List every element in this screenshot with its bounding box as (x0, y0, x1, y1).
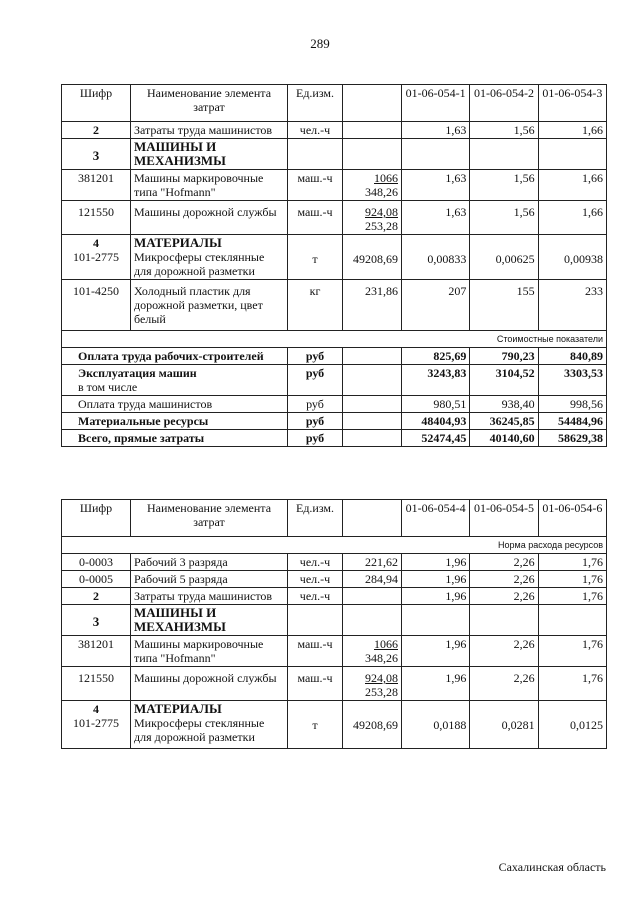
table-row (62, 588, 607, 605)
row-name: Машины дорожной службы (131, 201, 288, 235)
header-code: Шифр (62, 500, 131, 537)
section-code: 4 101-2775 (62, 235, 131, 280)
header-unit: Ед.изм. (288, 500, 343, 537)
row-name: Машины маркировочные типа "Hofmann" (131, 636, 288, 667)
row-value: 207 (402, 280, 470, 331)
price-bottom: 253,28 (365, 219, 398, 233)
row-price (343, 636, 402, 667)
section-row (62, 605, 607, 636)
cost-unit: руб (288, 348, 343, 365)
row-price (343, 170, 402, 201)
row-price (343, 588, 402, 605)
table-row (62, 554, 607, 571)
table-row (62, 201, 607, 235)
row-code: 2 (62, 588, 131, 605)
row-code: 381201 (62, 170, 131, 201)
header-name: Наименование элемента затрат (131, 85, 288, 122)
row-value: 1,96 (402, 636, 470, 667)
header-price (343, 500, 402, 537)
row-value: 2,26 (470, 636, 538, 667)
table-header-row (62, 85, 607, 122)
cost-value: 825,69 (402, 348, 470, 365)
row-price (343, 201, 402, 235)
row-value: 1,76 (538, 588, 606, 605)
row-name: Машины дорожной службы (131, 667, 288, 701)
cost-value: 790,23 (470, 348, 538, 365)
row-code: 0-0003 (62, 554, 131, 571)
header-col-1: 01-06-054-4 (402, 500, 470, 537)
row-value: 1,96 (402, 667, 470, 701)
row-value: 1,96 (402, 554, 470, 571)
cost-value: 938,40 (470, 396, 538, 413)
cost-value: 40140,60 (470, 430, 538, 447)
cost-unit: руб (288, 430, 343, 447)
row-unit: маш.-ч (288, 667, 343, 701)
table-row (62, 122, 607, 139)
row-code: 101-2775 (73, 250, 119, 264)
cost-row (62, 365, 607, 396)
section-title: МАТЕРИАЛЫ (134, 701, 222, 716)
row-value: 0,00938 (538, 235, 606, 280)
section-row (62, 235, 607, 280)
header-unit: Ед.изм. (288, 85, 343, 122)
norms-table-2 (61, 499, 607, 749)
row-value: 2,26 (470, 571, 538, 588)
table-row (62, 170, 607, 201)
cost-value: 3303,53 (538, 365, 606, 396)
header-col-3: 01-06-054-3 (538, 85, 606, 122)
table-row (62, 280, 607, 331)
row-price: 221,62 (343, 554, 402, 571)
cost-value: 52474,45 (402, 430, 470, 447)
row-value: 155 (470, 280, 538, 331)
cost-value: 58629,38 (538, 430, 606, 447)
row-unit: чел.-ч (288, 122, 343, 139)
cost-name: Всего, прямые затраты (62, 430, 288, 447)
cost-name: Оплата труда рабочих-строителей (62, 348, 288, 365)
row-name: Затраты труда машинистов (131, 122, 288, 139)
row-unit: т (288, 701, 343, 749)
row-value: 1,66 (538, 201, 606, 235)
cost-value: 36245,85 (470, 413, 538, 430)
page-number: 289 (310, 36, 330, 51)
section-code: 4 101-2775 (62, 701, 131, 749)
row-value: 0,00833 (402, 235, 470, 280)
cost-value: 980,51 (402, 396, 470, 413)
row-value: 2,26 (470, 667, 538, 701)
row-price: 284,94 (343, 571, 402, 588)
table-header-row (62, 500, 607, 537)
row-name: Холодный пластик для дорожной разметки, цвет белый (131, 280, 288, 331)
row-code: 121550 (62, 201, 131, 235)
row-name: Затраты труда машинистов (131, 588, 288, 605)
row-name: МАТЕРИАЛЫ Микросферы стеклянные для дорожной разметки (131, 701, 288, 749)
header-price (343, 85, 402, 122)
section-row (62, 701, 607, 749)
row-value: 1,76 (538, 636, 606, 667)
cost-name: Оплата труда машинистов (62, 396, 288, 413)
header-col-3: 01-06-054-6 (538, 500, 606, 537)
row-price: 49208,69 (343, 235, 402, 280)
cost-row (62, 396, 607, 413)
cost-value: 48404,93 (402, 413, 470, 430)
price-top: 1066 (374, 171, 398, 185)
cost-row (62, 413, 607, 430)
row-unit: кг (288, 280, 343, 331)
table-row (62, 636, 607, 667)
row-value: 1,63 (402, 201, 470, 235)
cost-value: 3243,83 (402, 365, 470, 396)
row-unit: чел.-ч (288, 571, 343, 588)
row-unit: маш.-ч (288, 170, 343, 201)
row-value: 1,76 (538, 667, 606, 701)
cost-unit: руб (288, 396, 343, 413)
row-value: 0,00625 (470, 235, 538, 280)
cost-value: 998,56 (538, 396, 606, 413)
row-price: 231,86 (343, 280, 402, 331)
row-unit: чел.-ч (288, 588, 343, 605)
price-bottom: 348,26 (365, 185, 398, 199)
cost-row (62, 348, 607, 365)
section-row (62, 139, 607, 170)
cost-value: 54484,96 (538, 413, 606, 430)
norm-caption: Норма расхода ресурсов (62, 537, 607, 554)
row-name: Рабочий 5 разряда (131, 571, 288, 588)
cost-name: Эксплуатация машин в том числе (62, 365, 288, 396)
row-code: 101-4250 (62, 280, 131, 331)
row-name: МАТЕРИАЛЫ Микросферы стеклянные для дорожной разметки (131, 235, 288, 280)
row-value: 1,66 (538, 122, 606, 139)
price-bottom: 253,28 (365, 685, 398, 699)
row-value: 0,0281 (470, 701, 538, 749)
cost-row (62, 430, 607, 447)
row-code: 2 (62, 122, 131, 139)
section-code: 3 (62, 605, 131, 636)
cost-subnote: в том числе (78, 380, 138, 394)
header-col-2: 01-06-054-2 (470, 85, 538, 122)
row-price: 49208,69 (343, 701, 402, 749)
section-title: МАТЕРИАЛЫ (134, 235, 222, 250)
row-value: 2,26 (470, 588, 538, 605)
table-row (62, 667, 607, 701)
caption-row (62, 537, 607, 554)
row-value: 1,76 (538, 571, 606, 588)
table-row (62, 571, 607, 588)
row-value: 1,56 (470, 122, 538, 139)
cost-name: Материальные ресурсы (62, 413, 288, 430)
price-top: 1066 (374, 637, 398, 651)
row-price (343, 667, 402, 701)
row-name: Машины маркировочные типа "Hofmann" (131, 170, 288, 201)
price-top: 924,08 (365, 205, 398, 219)
row-code: 381201 (62, 636, 131, 667)
header-name: Наименование элемента затрат (131, 500, 288, 537)
row-code: 101-2775 (73, 716, 119, 730)
cost-value: 840,89 (538, 348, 606, 365)
row-unit: маш.-ч (288, 201, 343, 235)
header-col-1: 01-06-054-1 (402, 85, 470, 122)
cost-unit: руб (288, 413, 343, 430)
row-value: 1,66 (538, 170, 606, 201)
header-code: Шифр (62, 85, 131, 122)
section-title: МАШИНЫ И МЕХАНИЗМЫ (131, 605, 288, 636)
row-code: 121550 (62, 667, 131, 701)
row-price (343, 122, 402, 139)
row-unit: т (288, 235, 343, 280)
caption-row (62, 331, 607, 348)
row-name: Рабочий 3 разряда (131, 554, 288, 571)
price-bottom: 348,26 (365, 651, 398, 665)
row-value: 1,56 (470, 201, 538, 235)
row-value: 1,63 (402, 170, 470, 201)
row-unit: чел.-ч (288, 554, 343, 571)
region-footer: Сахалинская область (498, 860, 606, 874)
row-value: 233 (538, 280, 606, 331)
row-code: 0-0005 (62, 571, 131, 588)
section-code: 3 (62, 139, 131, 170)
row-value: 1,96 (402, 588, 470, 605)
row-value: 1,96 (402, 571, 470, 588)
norms-table-1 (61, 84, 607, 447)
row-value: 1,63 (402, 122, 470, 139)
row-value: 0,0188 (402, 701, 470, 749)
row-unit: маш.-ч (288, 636, 343, 667)
price-top: 924,08 (365, 671, 398, 685)
row-value: 1,56 (470, 170, 538, 201)
header-col-2: 01-06-054-5 (470, 500, 538, 537)
row-value: 1,76 (538, 554, 606, 571)
row-value: 2,26 (470, 554, 538, 571)
cost-unit: руб (288, 365, 343, 396)
cost-caption: Стоимостные показатели (62, 331, 607, 348)
section-title: МАШИНЫ И МЕХАНИЗМЫ (131, 139, 288, 170)
row-value: 0,0125 (538, 701, 606, 749)
cost-value: 3104,52 (470, 365, 538, 396)
